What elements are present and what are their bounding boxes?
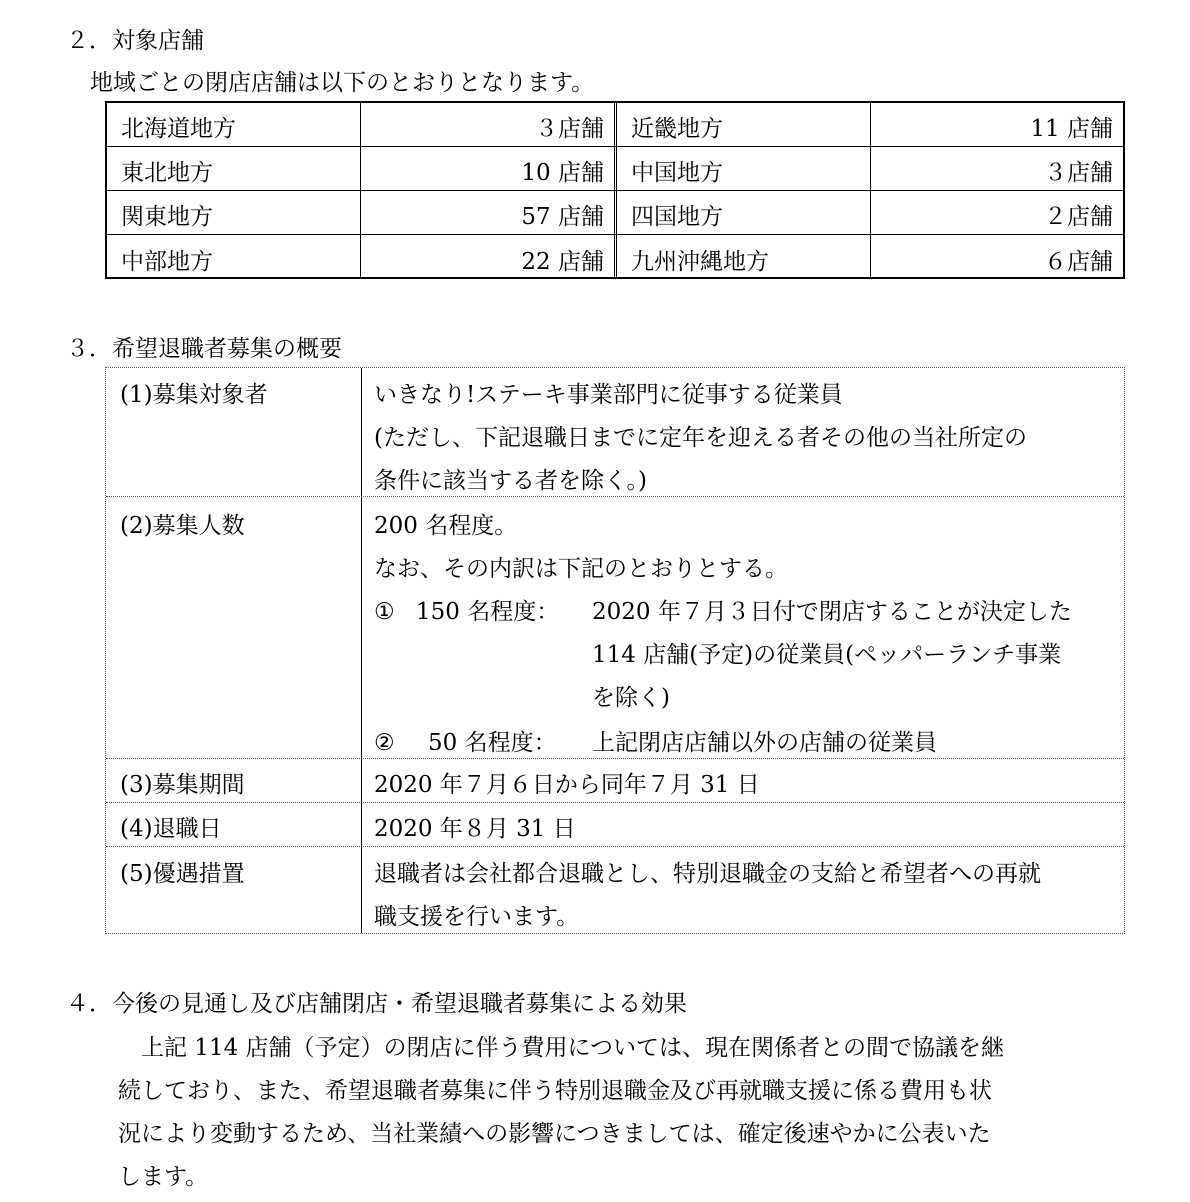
item-4-label: (4)退職日 xyxy=(120,816,222,842)
section-4-paragraph-line-4: します。 xyxy=(118,1164,209,1190)
breakdown-1-marker: ① xyxy=(374,599,395,625)
count-shikoku: ２店舗 xyxy=(1044,204,1113,230)
item-5-line-1: 退職者は会社都合退職とし、特別退職金の支給と希望者への再就 xyxy=(374,861,1041,887)
region-shikoku: 四国地方 xyxy=(631,204,723,230)
item-2-line-2: なお、その内訳は下記のとおりとする。 xyxy=(374,556,788,582)
region-tohoku: 東北地方 xyxy=(121,160,213,186)
region-hokkaido: 北海道地方 xyxy=(121,116,236,142)
section-3-heading: ３．希望退職者募集の概要 xyxy=(66,336,342,362)
breakdown-1-line-2: 114 店舗(予定)の従業員(ペッパーランチ事業 xyxy=(592,642,1062,668)
closed-stores-table xyxy=(105,101,1125,279)
count-hokkaido: ３店舗 xyxy=(535,116,604,142)
section-4-paragraph-line-1: 上記 114 店舗（予定）の閉店に伴う費用については、現在関係者との間で協議を継 xyxy=(118,1035,1005,1061)
item-2-line-1: 200 名程度。 xyxy=(374,513,518,539)
count-kinki: 11 店舗 xyxy=(1030,116,1113,142)
breakdown-1-line-3: を除く) xyxy=(592,685,670,711)
section-4-paragraph-line-3: 況により変動するため、当社業績への影響につきましては、確定後速やかに公表いた xyxy=(118,1121,991,1147)
item-5-line-2: 職支援を行います。 xyxy=(374,904,580,930)
item-2-label: (2)募集人数 xyxy=(120,513,245,539)
region-chubu: 中部地方 xyxy=(121,249,213,275)
item-3-line-1: 2020 年７月６日から同年７月 31 日 xyxy=(374,772,760,798)
section-2-heading: ２．対象店舗 xyxy=(66,28,204,54)
section-4-paragraph-line-2: 続しており、また、希望退職者募集に伴う特別退職金及び再就職支援に係る費用も状 xyxy=(118,1078,992,1104)
recruitment-table xyxy=(105,367,1125,934)
item-1-line-2: (ただし、下記退職日までに定年を迎える者その他の当社所定の xyxy=(374,425,1027,451)
item-4-line-1: 2020 年８月 31 日 xyxy=(374,816,576,842)
breakdown-1-amount: 150 名程度： xyxy=(416,599,560,625)
region-kanto: 関東地方 xyxy=(121,204,213,230)
section-4-heading: ４．今後の見通し及び店舗閉店・希望退職者募集による効果 xyxy=(66,991,687,1017)
region-kinki: 近畿地方 xyxy=(631,116,723,142)
item-1-line-1: いきなり!ステーキ事業部門に従事する従業員 xyxy=(374,382,843,408)
region-chugoku: 中国地方 xyxy=(631,160,723,186)
item-1-line-3: 条件に該当する者を除く。) xyxy=(374,468,648,494)
section-2-intro: 地域ごとの閉店店舗は以下のとおりとなります。 xyxy=(90,70,595,96)
count-tohoku: 10 店舗 xyxy=(521,160,604,186)
item-3-label: (3)募集期間 xyxy=(120,772,245,798)
count-kyushu-okinawa: ６店舗 xyxy=(1044,249,1113,275)
breakdown-2-marker: ② xyxy=(374,730,395,756)
breakdown-2-amount: 50 名程度： xyxy=(428,730,557,756)
item-1-label: (1)募集対象者 xyxy=(120,382,268,408)
breakdown-1-line-1: 2020 年７月３日付で閉店することが決定した xyxy=(592,599,1072,625)
region-kyushu-okinawa: 九州沖縄地方 xyxy=(631,249,769,275)
count-chubu: 22 店舗 xyxy=(521,249,604,275)
count-chugoku: ３店舗 xyxy=(1044,160,1113,186)
count-kanto: 57 店舗 xyxy=(521,204,604,230)
item-5-label: (5)優遇措置 xyxy=(120,861,245,887)
breakdown-2-line-1: 上記閉店店舗以外の店舗の従業員 xyxy=(592,730,937,756)
